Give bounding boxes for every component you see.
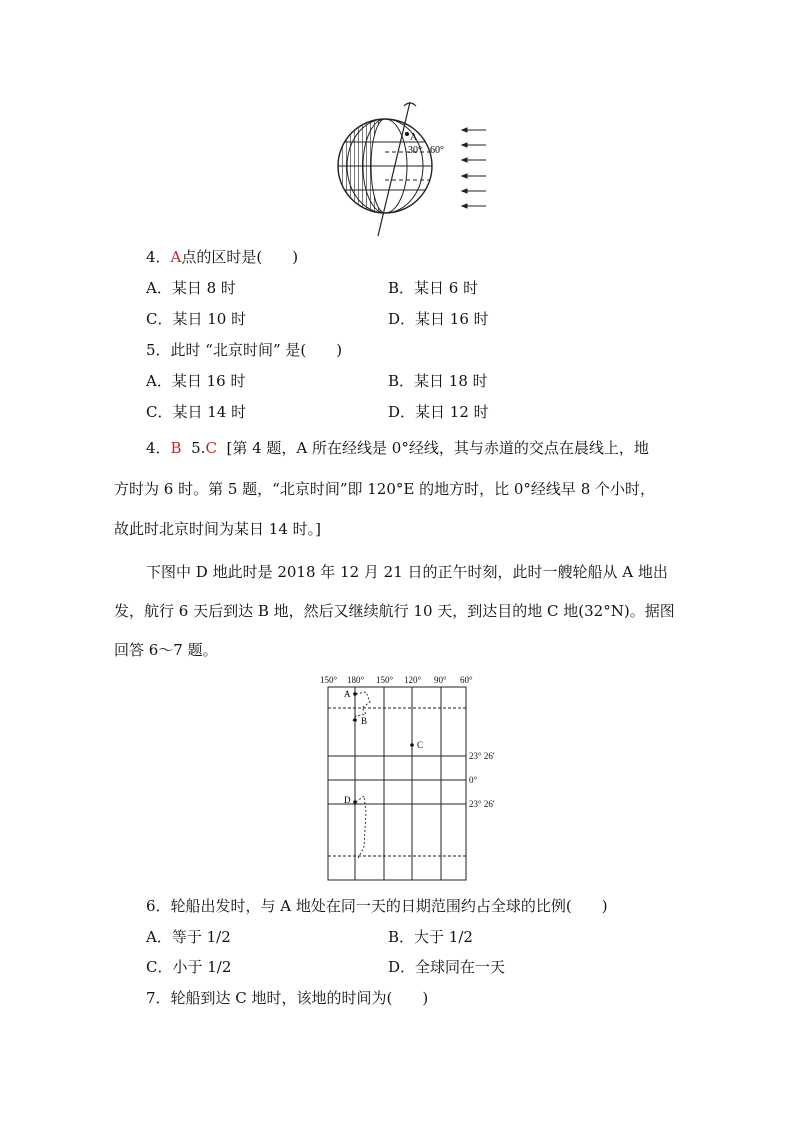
lon-label-150e: 150° (376, 675, 394, 685)
point-c-label: C (417, 740, 424, 750)
answer-5-number: 5. (191, 439, 206, 457)
lat-label-tropic-north: 23° 26′ (469, 751, 495, 761)
point-d-label: D (344, 795, 351, 805)
question-4-option-b: B．某日 6 时 (388, 279, 479, 297)
question-6-option-b: B．大于 1/2 (388, 928, 473, 946)
question-6-option-d: D．全球同在一天 (388, 958, 506, 976)
question-7-stem: 7．轮船到达 C 地时，该地的时间为( ) (146, 989, 429, 1007)
label-30-degrees: 30° (408, 145, 422, 156)
passage-line-3: 回答 6～7 题。 (114, 641, 218, 659)
question-5-option-a: A．某日 16 时 (146, 372, 246, 390)
question-6-stem: 6．轮船出发时，与 A 地处在同一天的日期范围约占全球的比例( ) (146, 897, 608, 915)
point-d-marker (353, 800, 357, 804)
point-a-label: A (344, 689, 351, 699)
answer-explanation-1: [第 4 题，A 所在经线是 0°经线，其与赤道的交点在晨线上，地 (226, 439, 649, 457)
point-a-marker (405, 132, 409, 136)
map-figure (318, 672, 518, 884)
answer-4-5-line-3: 故此时北京时间为某日 14 时。] (114, 520, 321, 538)
question-4-stem (146, 247, 298, 267)
question-4-option-c: C．某日 10 时 (146, 310, 247, 328)
point-b-marker (353, 718, 357, 722)
lat-label-equator: 0° (469, 775, 478, 785)
point-c-marker (410, 743, 414, 747)
question-5-option-d: D．某日 12 时 (388, 403, 489, 421)
answer-4-number: 4． (146, 439, 171, 457)
sunlight-arrows (462, 128, 486, 208)
lon-label-120e: 120° (404, 675, 422, 685)
lon-label-150w: 150° (320, 675, 338, 685)
earth-axis (378, 102, 410, 236)
question-4-number: 4． (146, 248, 171, 266)
point-a-label: A (410, 132, 418, 143)
lon-label-60e: 60° (460, 675, 473, 685)
question-4-option-a: A．某日 8 时 (146, 279, 236, 297)
question-4-option-d: D．某日 16 时 (388, 310, 489, 328)
label-60-degrees: 60° (430, 145, 444, 156)
map-frame (328, 687, 466, 880)
globe-figure (330, 96, 490, 238)
lat-label-tropic-south: 23° 26′ (469, 799, 495, 809)
answer-5-key: C (205, 439, 217, 457)
passage-line-2: 发，航行 6 天后到达 B 地，然后又继续航行 10 天，到达目的地 C 地(32°N)。据图 (114, 602, 675, 620)
answer-4-key: B (170, 439, 182, 457)
question-6-option-c: C．小于 1/2 (146, 958, 232, 976)
lon-label-90e: 90° (434, 675, 447, 685)
point-b-label: B (361, 716, 368, 726)
answer-4-5-line-1 (146, 438, 649, 458)
passage-line-1: 下图中 D 地此时是 2018 年 12 月 21 日的正午时刻，此时一艘轮船从 A 地出 (146, 563, 668, 581)
question-6-option-a: A．等于 1/2 (146, 928, 231, 946)
answer-4-5-line-2: 方时为 6 时。第 5 题，“北京时间”即 120°E 的地方时，比 0°经线早 8 个小时， (114, 480, 656, 498)
question-5-stem: 5．此时 “北京时间” 是( ) (146, 341, 343, 359)
date-boundary-dashed-line (356, 796, 366, 858)
question-5-option-b: B．某日 18 时 (388, 372, 488, 390)
lon-label-180: 180° (347, 675, 365, 685)
point-a-marker (353, 692, 357, 696)
question-5-option-c: C．某日 14 时 (146, 403, 247, 421)
question-4-point-a: A (170, 248, 182, 266)
question-4-text: 点的区时是( ) (181, 248, 299, 266)
